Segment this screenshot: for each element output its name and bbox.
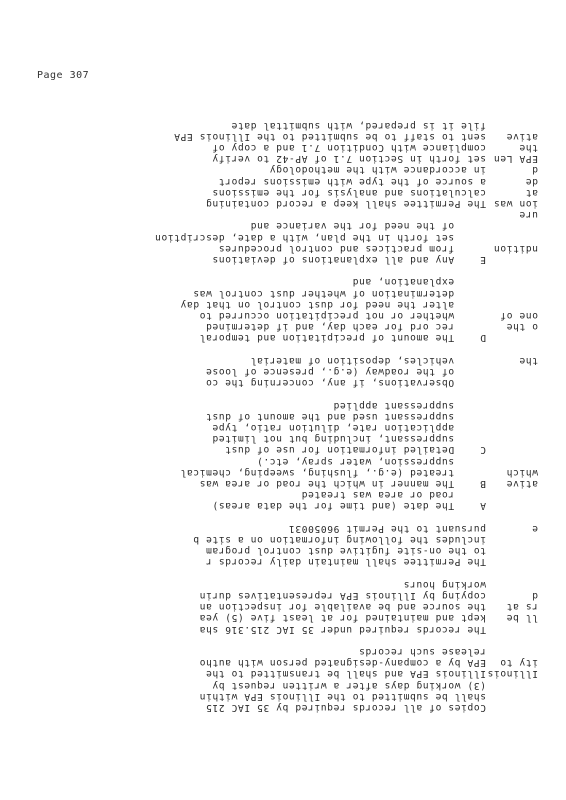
document-line: of the need for the variance and xyxy=(250,220,486,232)
document-line: working hours xyxy=(403,578,486,590)
document-line: C Detailed information for use of dust xyxy=(224,444,486,456)
margin-note: ative xyxy=(506,130,538,142)
document-line: kept and maintained for at least five (5) yea xyxy=(199,612,486,624)
document-line: in accordance with the methodology xyxy=(269,164,486,176)
document-line: A The date (and time for the data areas) xyxy=(211,500,486,512)
document-line: calculations and analysis for the emissions xyxy=(211,186,486,198)
document-line: suppressant, including but not limited xyxy=(211,433,486,445)
document-line: alter the need for dust control on that day xyxy=(179,298,486,310)
document-line: from practices and control procedures xyxy=(218,242,486,254)
margin-note: e xyxy=(531,522,538,534)
document-line: set forth in Section 7.1 of AP-42 to verify xyxy=(211,153,486,165)
document-line: (3) working days after a written request by xyxy=(211,679,486,691)
document-line: The Permittee shall keep a record containing xyxy=(205,198,486,209)
margin-note: Illinois xyxy=(486,668,538,680)
margin-note: ure xyxy=(518,209,538,221)
margin-note: the xyxy=(518,354,538,366)
document-line: shall be submitted to the Illinois EPA within xyxy=(199,690,486,702)
margin-note: which xyxy=(506,466,538,478)
margin-note: rs at xyxy=(506,601,538,613)
document-line: pursuant to the Permit 96050031 xyxy=(288,522,486,534)
document-line: suppressant applied xyxy=(332,399,486,411)
margin-note: ndition xyxy=(493,242,538,254)
document-line: suppressant used and the amount of dust xyxy=(205,410,486,422)
margin-note: ll be xyxy=(506,612,538,624)
document-line: the source and be available for inspection an xyxy=(199,601,486,613)
document-line: The records required under 35 IAC 215.316 sha xyxy=(199,623,486,635)
document-line: Copies of all records required by 35 IAC 215 xyxy=(205,702,486,713)
margin-note: ative xyxy=(506,478,538,489)
margin-note: the xyxy=(518,142,538,153)
document-line: sent to staff to be submitted to the Illinois EPA xyxy=(173,130,486,142)
margin-note: d xyxy=(531,164,538,176)
margin-note: d xyxy=(531,590,538,601)
document-line: B The manner in which the road or area was xyxy=(199,478,486,489)
margin-note: ion was xyxy=(493,198,538,209)
document-line: vehicles, deposition of material xyxy=(250,354,486,366)
document-line: EPA by a company-designated person with autho xyxy=(199,657,486,669)
document-line: explanation, and xyxy=(352,276,486,288)
document-line: rec ord for each day, and if determined xyxy=(205,321,486,333)
margin-note: o the xyxy=(506,321,538,333)
document-line: The Permittee shall maintain daily records r xyxy=(205,556,486,568)
page-number: Page 307 xyxy=(37,70,90,81)
document-line: compliance with Condition 7.1 and a copy of xyxy=(211,142,486,153)
document-line: road or area was treated xyxy=(301,489,486,501)
document-line: application rate, dilution ratio, type xyxy=(211,422,486,433)
document-line: includes the following information on a site b xyxy=(192,534,486,545)
margin-note: ity to xyxy=(499,657,538,669)
document-line: determination of whether dust control was xyxy=(192,287,486,299)
document-line: set forth in the plan, with a date, description xyxy=(154,231,486,243)
document-line: copying by Illinois EPA representatives durin xyxy=(199,590,486,601)
margin-note: one of xyxy=(499,310,538,321)
document-line: of the roadway (e.g., presence of loose xyxy=(205,366,486,377)
document-line: release such records xyxy=(358,646,486,657)
document-line: a source of the type with emissions report xyxy=(218,175,486,187)
margin-note: EPA Len xyxy=(493,153,538,165)
document-line: whether or not precipitation occurred to xyxy=(199,310,486,321)
document-line: Observations, if any, concerning the co xyxy=(205,377,486,389)
document-line: E Any and all explanations of deviations xyxy=(211,254,486,265)
document-line: treated (e.g., flushing, sweeping, chemical xyxy=(179,466,486,478)
margin-note: de xyxy=(525,175,538,187)
document-line: Illinois EPA and shall be transmitted to the xyxy=(205,668,486,680)
document-line: file it is prepared, with submittal date xyxy=(230,119,486,131)
rotated-document-body xyxy=(154,93,538,713)
document-line: D The amount of precipitation and temporal xyxy=(199,332,486,344)
document-line: to the on-site fugitive dust control program xyxy=(205,545,486,557)
document-line: suppression, water spray, etc.) xyxy=(256,455,486,467)
margin-note: at xyxy=(525,186,538,198)
